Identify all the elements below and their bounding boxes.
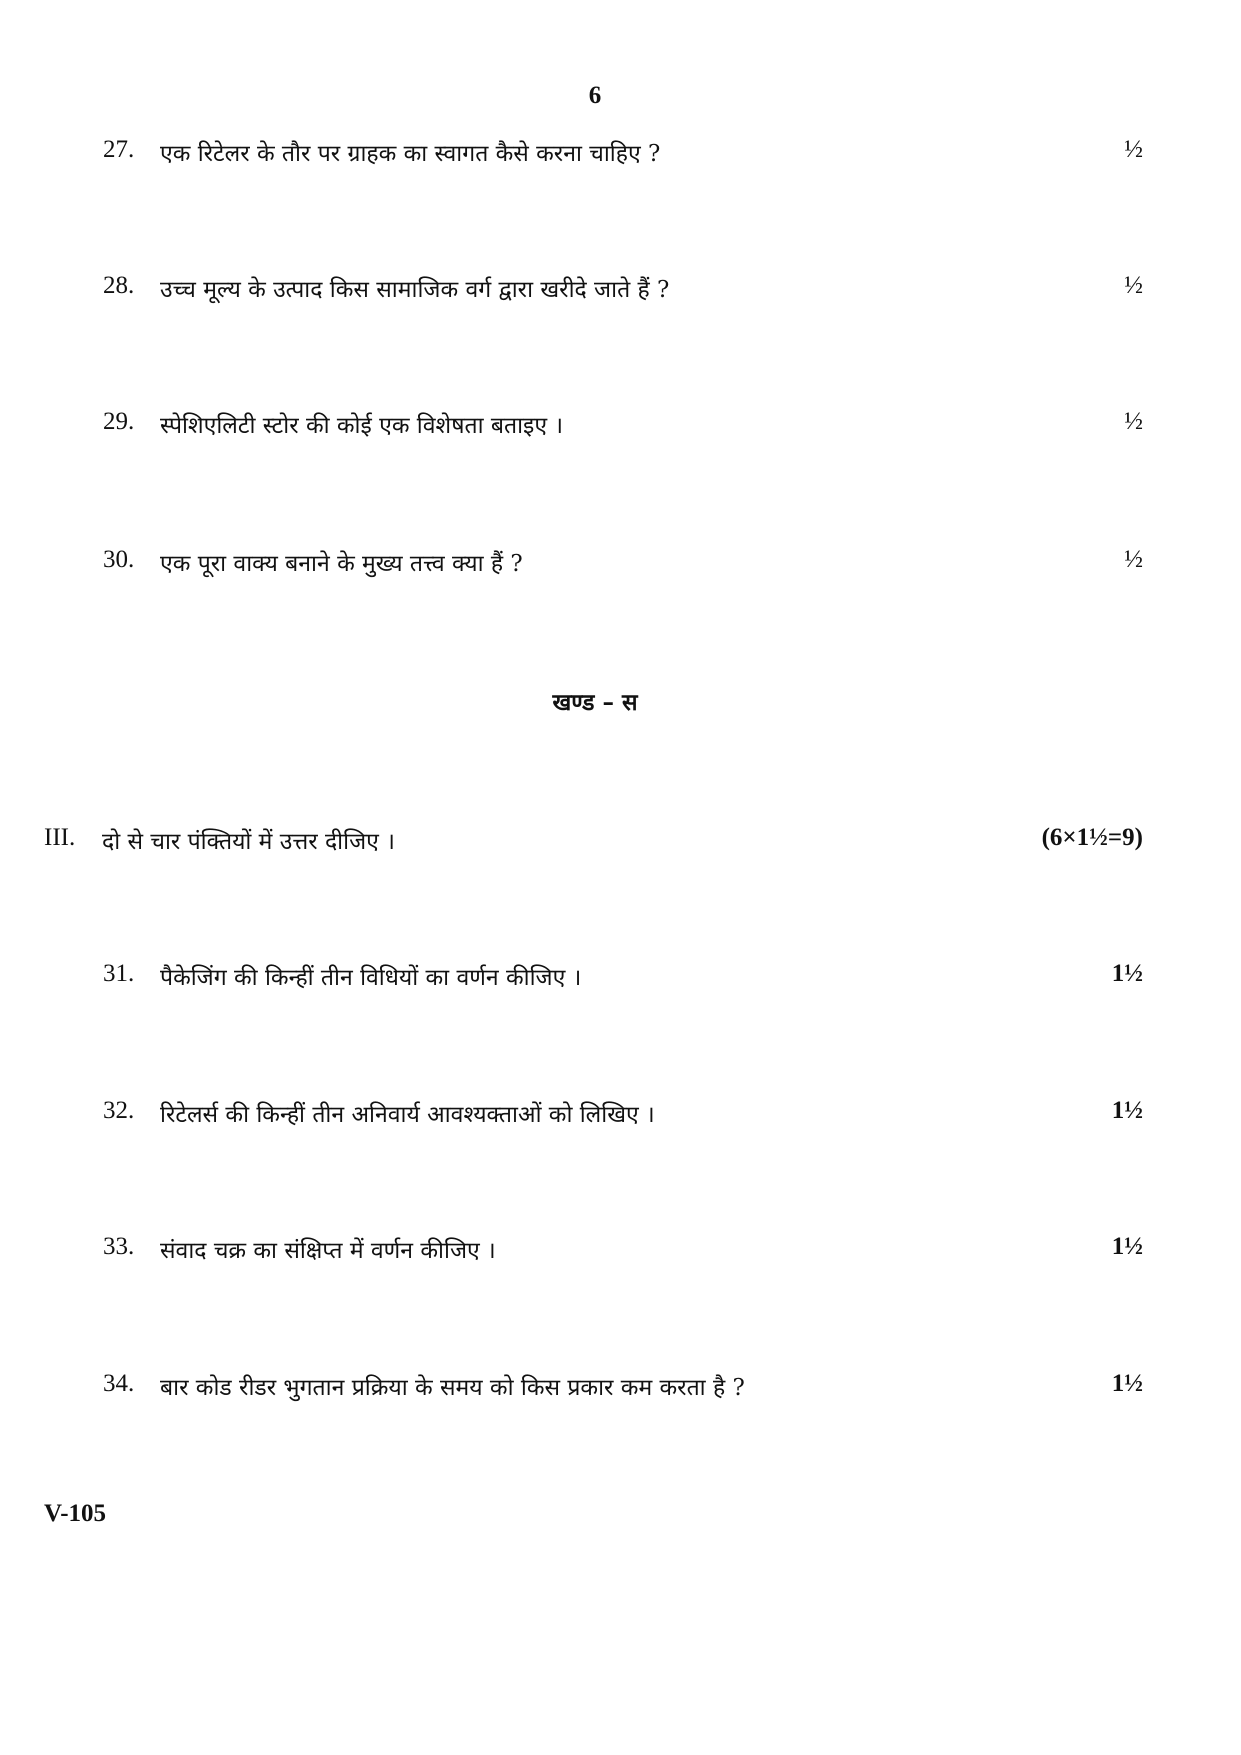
question-marks: ½ xyxy=(1124,546,1143,573)
question-30 xyxy=(103,546,1143,586)
question-28 xyxy=(103,272,1143,312)
question-text: रिटेलर्स की किन्हीं तीन अनिवार्य आवश्यक्ताओं को लिखिए । xyxy=(160,1102,655,1128)
question-text: स्पेशिएलिटी स्टोर की कोई एक विशेषता बताइए । xyxy=(160,413,564,439)
question-number: 28. xyxy=(103,272,135,299)
question-number: 30. xyxy=(103,546,135,573)
question-marks: 1½ xyxy=(1111,960,1143,987)
question-marks: 1½ xyxy=(1111,1233,1143,1260)
question-text: संवाद चक्र का संक्षिप्त में वर्णन कीजिए । xyxy=(160,1238,496,1264)
question-number: 31. xyxy=(103,960,135,987)
paper-code: V-105 xyxy=(44,1500,107,1527)
question-marks: ½ xyxy=(1124,272,1143,299)
question-marks: 1½ xyxy=(1111,1097,1143,1124)
question-text: बार कोड रीडर भुगतान प्रक्रिया के समय को किस प्रकार कम करता है ? xyxy=(160,1375,745,1401)
question-34 xyxy=(103,1370,1143,1410)
question-marks: ½ xyxy=(1124,408,1143,435)
instruction-number: III. xyxy=(44,824,76,851)
question-text: उच्च मूल्य के उत्पाद किस सामाजिक वर्ग द्वारा खरीदे जाते हैं ? xyxy=(160,277,670,303)
question-number: 33. xyxy=(103,1233,135,1260)
question-number: 27. xyxy=(103,136,135,163)
page-number: 6 xyxy=(588,82,602,109)
instruction-marks: (6×1½=9) xyxy=(1041,824,1143,851)
instruction-text: दो से चार पंक्तियों में उत्तर दीजिए । xyxy=(102,829,395,855)
question-number: 29. xyxy=(103,408,135,435)
question-text: पैकेजिंग की किन्हीं तीन विधियों का वर्णन कीजिए । xyxy=(160,965,582,991)
question-marks: ½ xyxy=(1124,136,1143,163)
question-text: एक पूरा वाक्य बनाने के मुख्य तत्त्व क्या हैं ? xyxy=(160,551,523,577)
question-33 xyxy=(103,1233,1143,1273)
question-text: एक रिटेलर के तौर पर ग्राहक का स्वागत कैसे करना चाहिए ? xyxy=(160,141,661,167)
section-title: खण्ड – स xyxy=(552,689,638,716)
question-number: 32. xyxy=(103,1097,135,1124)
question-31 xyxy=(103,960,1143,1000)
instruction-row xyxy=(44,824,1143,864)
question-27 xyxy=(103,136,1143,176)
question-marks: 1½ xyxy=(1111,1370,1143,1397)
question-number: 34. xyxy=(103,1370,135,1397)
question-29 xyxy=(103,408,1143,448)
question-32 xyxy=(103,1097,1143,1137)
